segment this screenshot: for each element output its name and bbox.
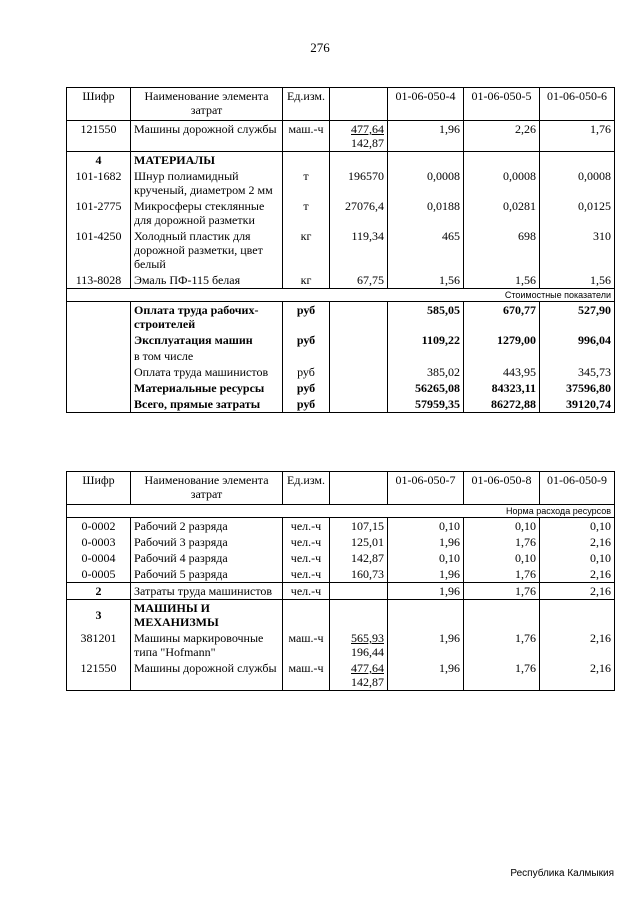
total-row — [67, 302, 615, 333]
header-unit: Ед.изм. — [283, 472, 330, 505]
row-v3: 1,56 — [540, 272, 615, 289]
total-v3: 37596,80 — [540, 380, 615, 396]
total-v3: 345,73 — [540, 364, 615, 380]
row-code: 101-2775 — [67, 198, 131, 228]
total-row — [67, 332, 615, 348]
section-label: Стоимостные показатели — [67, 289, 615, 302]
row-code: 0-0003 — [67, 534, 131, 550]
row-code: 121550 — [67, 660, 131, 691]
row-v1: 1,96 — [388, 660, 464, 691]
table-row — [67, 660, 615, 691]
total-name: Материальные ресурсы — [131, 380, 283, 396]
row-v1: 1,96 — [388, 566, 464, 583]
header-price — [330, 88, 388, 121]
row-price — [330, 121, 388, 152]
row-v2: 0,10 — [464, 518, 540, 535]
header-col3: 01-06-050-6 — [540, 88, 615, 121]
header-col1: 01-06-050-7 — [388, 472, 464, 505]
row-name: Шнур полиамидный крученый, диаметром 2 мм — [131, 168, 283, 198]
row-name: Рабочий 5 разряда — [131, 566, 283, 583]
row-v3: 0,0008 — [540, 168, 615, 198]
table-row — [67, 534, 615, 550]
table-row — [67, 630, 615, 660]
price-total: 477,64 — [351, 661, 384, 675]
row-v2: 2,26 — [464, 121, 540, 152]
row-unit: т — [283, 198, 330, 228]
header-price — [330, 472, 388, 505]
section-v1: 1,96 — [388, 583, 464, 600]
row-name: Рабочий 3 разряда — [131, 534, 283, 550]
table-row — [67, 566, 615, 583]
row-unit: чел.-ч — [283, 566, 330, 583]
row-v2: 698 — [464, 228, 540, 272]
total-v3: 996,04 — [540, 332, 615, 348]
section-label: Норма расхода ресурсов — [67, 505, 615, 518]
row-code: 113-8028 — [67, 272, 131, 289]
row-v3: 0,10 — [540, 518, 615, 535]
row-v1: 0,0188 — [388, 198, 464, 228]
total-v1: 56265,08 — [388, 380, 464, 396]
row-v2: 0,0281 — [464, 198, 540, 228]
row-v1: 1,96 — [388, 630, 464, 660]
row-price: 160,73 — [330, 566, 388, 583]
table-row — [67, 228, 615, 272]
section-name: МАТЕРИАЛЫ — [131, 152, 283, 169]
row-v2: 1,76 — [464, 660, 540, 691]
header-col1: 01-06-050-4 — [388, 88, 464, 121]
table-row — [67, 550, 615, 566]
section-unit: чел.-ч — [283, 583, 330, 600]
row-unit: маш.-ч — [283, 630, 330, 660]
table-row — [67, 198, 615, 228]
table-row — [67, 168, 615, 198]
total-v2: 443,95 — [464, 364, 540, 380]
row-price: 196570 — [330, 168, 388, 198]
section-label-row — [67, 289, 615, 302]
row-name: Рабочий 4 разряда — [131, 550, 283, 566]
row-code: 381201 — [67, 630, 131, 660]
row-v1: 1,96 — [388, 121, 464, 152]
section-v3: 2,16 — [540, 583, 615, 600]
row-v3: 2,16 — [540, 566, 615, 583]
row-v1: 465 — [388, 228, 464, 272]
row-v3: 310 — [540, 228, 615, 272]
section-code: 3 — [67, 600, 131, 631]
row-unit: чел.-ч — [283, 518, 330, 535]
total-name: Оплата труда машинистов — [131, 364, 283, 380]
total-unit: руб — [283, 332, 330, 348]
row-code: 0-0005 — [67, 566, 131, 583]
row-name: Холодный пластик для дорожной разметки, цвет белый — [131, 228, 283, 272]
total-unit: руб — [283, 380, 330, 396]
total-v1: 385,02 — [388, 364, 464, 380]
footer-region: Республика Калмыкия — [510, 868, 614, 879]
section-code: 2 — [67, 583, 131, 600]
row-price: 107,15 — [330, 518, 388, 535]
header-code: Шифр — [67, 472, 131, 505]
row-unit: чел.-ч — [283, 534, 330, 550]
row-price — [330, 630, 388, 660]
row-price — [330, 660, 388, 691]
price-total: 477,64 — [351, 122, 384, 136]
header-col3: 01-06-050-9 — [540, 472, 615, 505]
row-unit: маш.-ч — [283, 121, 330, 152]
row-name: Микросферы стеклянные для дорожной разметки — [131, 198, 283, 228]
total-name: в том числе — [131, 348, 283, 364]
row-code: 0-0004 — [67, 550, 131, 566]
total-v2: 86272,88 — [464, 396, 540, 413]
table-row — [67, 272, 615, 289]
total-name: Оплата труда рабочих-строителей — [131, 302, 283, 333]
row-v3: 0,0125 — [540, 198, 615, 228]
table-row — [67, 518, 615, 535]
row-unit: чел.-ч — [283, 550, 330, 566]
section-row — [67, 583, 615, 600]
section-label-row — [67, 505, 615, 518]
row-price: 142,87 — [330, 550, 388, 566]
row-v3: 0,10 — [540, 550, 615, 566]
price-wage: 142,87 — [351, 675, 384, 689]
row-v2: 1,76 — [464, 534, 540, 550]
row-price: 119,34 — [330, 228, 388, 272]
row-v3: 2,16 — [540, 630, 615, 660]
price-wage: 142,87 — [351, 136, 384, 150]
header-name: Наименование элемента затрат — [131, 472, 283, 505]
row-v2: 1,56 — [464, 272, 540, 289]
header-col2: 01-06-050-5 — [464, 88, 540, 121]
row-unit: кг — [283, 272, 330, 289]
resource-table-1 — [66, 87, 615, 413]
total-v3: 527,90 — [540, 302, 615, 333]
total-v1: 57959,35 — [388, 396, 464, 413]
section-row — [67, 600, 615, 631]
row-v1: 0,10 — [388, 518, 464, 535]
section-code: 4 — [67, 152, 131, 169]
total-unit: руб — [283, 396, 330, 413]
header-unit: Ед.изм. — [283, 88, 330, 121]
row-v1: 0,10 — [388, 550, 464, 566]
total-v3: 39120,74 — [540, 396, 615, 413]
total-v1: 1109,22 — [388, 332, 464, 348]
row-code: 121550 — [67, 121, 131, 152]
row-unit: маш.-ч — [283, 660, 330, 691]
price-wage: 196,44 — [351, 645, 384, 659]
row-v3: 2,16 — [540, 660, 615, 691]
total-row — [67, 396, 615, 413]
total-row — [67, 348, 615, 364]
total-v2: 1279,00 — [464, 332, 540, 348]
row-v3: 2,16 — [540, 534, 615, 550]
row-v2: 1,76 — [464, 566, 540, 583]
row-name: Машины дорожной службы — [131, 660, 283, 691]
row-v1: 1,96 — [388, 534, 464, 550]
row-v1: 1,56 — [388, 272, 464, 289]
row-v1: 0,0008 — [388, 168, 464, 198]
row-v2: 0,0008 — [464, 168, 540, 198]
row-price: 27076,4 — [330, 198, 388, 228]
total-name: Всего, прямые затраты — [131, 396, 283, 413]
total-v1: 585,05 — [388, 302, 464, 333]
row-v2: 1,76 — [464, 630, 540, 660]
row-unit: кг — [283, 228, 330, 272]
row-price: 125,01 — [330, 534, 388, 550]
row-name: Машины дорожной службы — [131, 121, 283, 152]
row-price: 67,75 — [330, 272, 388, 289]
total-v2: 84323,11 — [464, 380, 540, 396]
section-name: МАШИНЫ И МЕХАНИЗМЫ — [131, 600, 283, 631]
resource-table-2 — [66, 471, 615, 691]
table-row — [67, 121, 615, 152]
section-name: Затраты труда машинистов — [131, 583, 283, 600]
header-code: Шифр — [67, 88, 131, 121]
total-row — [67, 380, 615, 396]
row-unit: т — [283, 168, 330, 198]
row-v3: 1,76 — [540, 121, 615, 152]
row-code: 101-1682 — [67, 168, 131, 198]
total-v2: 670,77 — [464, 302, 540, 333]
header-name: Наименование элемента затрат — [131, 88, 283, 121]
row-v2: 0,10 — [464, 550, 540, 566]
table-header — [67, 472, 615, 505]
row-code: 0-0002 — [67, 518, 131, 535]
row-name: Рабочий 2 разряда — [131, 518, 283, 535]
row-name: Эмаль ПФ-115 белая — [131, 272, 283, 289]
total-unit: руб — [283, 364, 330, 380]
section-v2: 1,76 — [464, 583, 540, 600]
page-number: 276 — [310, 40, 330, 55]
header-col2: 01-06-050-8 — [464, 472, 540, 505]
row-name: Машины маркировочные типа "Hofmann" — [131, 630, 283, 660]
total-row — [67, 364, 615, 380]
total-unit: руб — [283, 302, 330, 333]
section-row — [67, 152, 615, 169]
table-header — [67, 88, 615, 121]
row-code: 101-4250 — [67, 228, 131, 272]
total-name: Эксплуатация машин — [131, 332, 283, 348]
price-total: 565,93 — [351, 631, 384, 645]
